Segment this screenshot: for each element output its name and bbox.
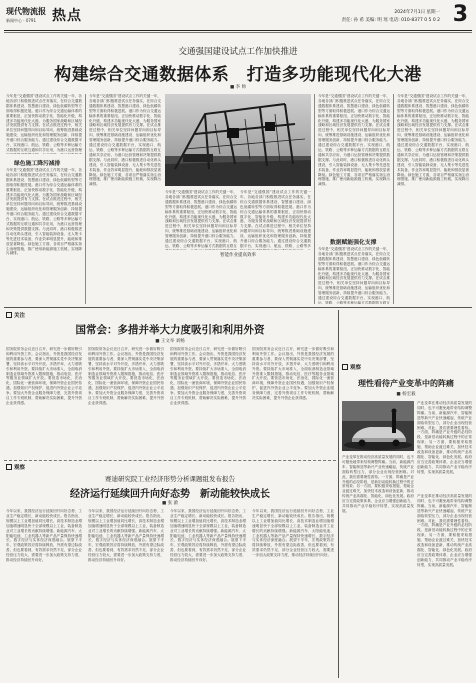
article3-title: 经济运行延续回升向好态势 新动能较快成长 [70,489,270,500]
date-line: 2024年7月1日 星期一 [394,10,440,15]
section-label-observe [6,463,25,471]
article3-col-4: 今年以来，我国经济运行延续回升向好态势，工业生产稳定增长，新动能较快成长。报告指出，规模以上工业增加值同比增长，高技术制造业增加值增速明显快于全部规模以上工业，装备制造业对工业增长的贡献持续增强。新能源汽车、太阳能电池、工业机器人等新产品产量保持快速增长，数字经济与实体经济深度融合。展望下半年，宏观政策效应将持续释放，外需有望边际改善，但也要看到，有效需求仍然不足，部分企业经营压力较大，需要进一步加大政策支持力度，推动经济持续回升向好。 [252,509,334,558]
article3-col-1: 今年以来，我国经济运行延续回升向好态势，工业生产稳定增长，新动能较快成长。报告指出，规模以上工业增加值同比增长，高技术制造业增加值增速明显快于全部规模以上工业，装备制造业对工业增长的贡献持续增强。新能源汽车、太阳能电池、工业机器人等新产品产量保持快速增长，数字经济与实体经济深度融合。展望下半年，宏观政策效应将持续释放，外需有望边际改善，但也要看到，有效需求仍然不足，部分企业经营压力较大，需要进一步加大政策支持力度，推动经济持续回升向好。 [6,509,82,563]
col-divider [85,94,86,304]
header-rule-thin [4,32,472,33]
port-crane-icon [165,94,311,186]
section-box-icon [6,464,12,470]
masthead-name: 现代物流报 [6,6,46,16]
article2-col-3: 国务院常务会议近日召开，研究进一步做好吸引和利用外资工作。会议指出，外资是我国经济发展的重要参与者，要深入贯彻落实党中央决策部署，坚持高水平对外开放，多措并举、大力度吸引和利用外资。要持续扩大市场准入，全面取消制造业领域外资准入限制措施，推动电信、医疗等服务业领域扩大开放。要营造市场化、法治化、国际化一流营商环境，保障外资企业国民待遇，加强知识产权保护，促进内外资企业公平竞争。要加大外资企业服务保障力度，完善外资项目工作专班机制，帮助解决实际困难，提升外资企业获得感。 [170,347,246,405]
section-label-text: 观察 [14,465,26,471]
editor-line: 责任: 孙 希 美编: 明 瑶 电话: 010-8377 0 5 0 2 [341,18,440,23]
lead-col-2: 今年是“交通强国”建设试点工作的关键一年，各地各部门积极推进试点任务落实，在综合交通数据体系建设、智慧港口建设、绿色低碳转型等方面取得积极进展。港口作为综合交通运输体系的重要枢纽，正加快推动数字化、智能化升级，构建多功能现代化大港，为服务国家战略和区域经济发展提供有力支撑。在试点推进过程中，相关单位坚持问题导向和目标导向，统筹推进基础设施建设、运输组织优化和管理服务创新，持续提升港口综合服务能力。通过建设综合交通数据平台，实现港口、航运、铁路、公路等多种运输方式数据的互联互通和共享应用，为港口运营管理和决策提供数据支撑。与此同时，港口积极推进自动化码头建设，引入智能装卸设备、无人集卡等先进技术装备，作业效率明显提升，能耗和排放显著降低。绿色施工方面，各项目严格落实扬尘治理措施，推广使用新能源施工机械，实现降污减排。 [89,94,161,187]
article4-byline: ■ 杨宏毅 [396,392,416,397]
masthead-sub: 新闻中心 · 0791 [6,18,36,23]
lead-subhead-data: 数据赋能强化支撑 [330,240,377,246]
article4-col-side: 产业变革在推动经济高质量发展的同时，也不可避免地带来结构调整阵痛。当前，新能源汽车、智能制造等新兴产业快速崛起，传统产业面临转型压力，部分企业出现经营困难。对此，我们需要理性看待。一方面，阵痛是产业升级的必经阶段，是新旧动能转换过程中的正常现象；另一方面，要积极采取措施，帮助企业渡过难关，加快技术改造和设备更新，推动传统产业高端化、智能化、绿色化发展。政府应当完善政策体系，企业应当增强创新能力，共同推动产业平稳有序转型，实现高质量发展。 [417,401,472,474]
lead-col-3b: 今年是“交通强国”建设试点工作的关键一年，各地各部门积极推进试点任务落实，在综合交通数据体系建设、智慧港口建设、绿色低碳转型等方面取得积极进展。港口作为综合交通运输体系的重要枢纽，正加快推动数字化、智能化升级，构建多功能现代化大港，为服务国家战略和区域经济发展提供有力支撑。在试点推进过程中，相关单位坚持问题导向和目标导向，统筹推进基础设施建设、运输组织优化和管理服务创新，持续提升港口综合服务能力。通过建设综合交通数据平台，实现港口、航运、铁路、公路等多 [240,190,311,248]
port-crane-photo [165,94,311,186]
section-label-focus [6,311,25,319]
col-divider [393,94,394,304]
article3-kicker: 赛迪研究院工业经济形势分析课题组发布报告 [105,475,235,483]
lead-subhead-green: 绿色施工降污减排 [14,161,61,167]
article4-title: 理性看待产业变革中的阵痛 [358,378,454,388]
article-divider [4,460,336,461]
lead-col-1a: 今年是“交通强国”建设试点工作的关键一年，各地各部门积极推进试点任务落实，在综合交通数据体系建设、智慧港口建设、绿色低碳转型等方面取得积极进展。港口作为综合交通运输体系的重要枢纽，正加快推动数字化、智能化升级，构建多功能现代化大港，为服务国家战略和区域经济发展提供有力支撑。在试点推进过程中，相关单位坚持问题导向和目标导向，统筹推进基础设施建设、运输组织优化和管理服务创新，持续提升港口综合服务能力。通过建设综合交通数据平台，实现港口、航运、铁路、公路等多种运输方式数据的互联互通和共享应用，为港口运营管理 [6,94,82,152]
article2-title: 国常会：多措并举大力度吸引和利用外资 [75,324,265,336]
article2-col-4: 国务院常务会议近日召开，研究进一步做好吸引和利用外资工作。会议指出，外资是我国经济发展的重要参与者，要深入贯彻落实党中央决策部署，坚持高水平对外开放，多措并举、大力度吸引和利用外资。要持续扩大市场准入，全面取消制造业领域外资准入限制措施，推动电信、医疗等服务业领域扩大开放。要营造市场化、法治化、国际化一流营商环境，保障外资企业国民待遇，加强知识产权保护，促进内外资企业公平竞争。要加大外资企业服务保障力度，完善外资项目工作专班机制，帮助解决实际困难，提升外资企业获得感。 [252,347,334,401]
header-rule [4,30,472,31]
section-label-text: 关注 [14,313,26,319]
lead-title: 构建综合交通数据体系 打造多功能现代化大港 [54,65,422,85]
article2-col-2: 国务院常务会议近日召开，研究进一步做好吸引和利用外资工作。会议指出，外资是我国经济发展的重要参与者，要深入贯彻落实党中央决策部署，坚持高水平对外开放，多措并举、大力度吸引和利用外资。要持续扩大市场准入，全面取消制造业领域外资准入限制措施，推动电信、医疗等服务业领域扩大开放。要营造市场化、法治化、国际化一流营商环境，保障外资企业国民待遇，加强知识产权保护，促进内外资企业公平竞争。要加大外资企业服务保障力度，完善外资项目工作专班机制，帮助解决实际困难，提升外资企业获得感。 [88,347,164,405]
article3-byline: ■ 张 澈 [161,501,179,506]
section-rule [4,307,472,308]
lead-col-5: 今年是“交通强国”建设试点工作的关键一年，各地各部门积极推进试点任务落实，在综合交通数据体系建设、智慧港口建设、绿色低碳转型等方面取得积极进展。港口作为综合交通运输体系的重要枢纽，正加快推动数字化、智能化升级，构建多功能现代化大港，为服务国家战略和区域经济发展提供有力支撑。在试点推进过程中，相关单位坚持问题导向和目标导向，统筹推进基础设施建设、运输组织优化和管理服务创新，持续提升港口综合服务能力。通过建设综合交通数据平台，实现港口、航运、铁路、公路等多种运输方式数据的互联互通和共享应用，为港口运营管理和决策提供数据支撑。与此同时，港口积极推进自动化码头建设，引入智能装卸设备、无人集卡等先进技术装备，作业效率明显提升，能耗和排放显著降低。绿色施工方面，各项目严格落实扬尘治理措施，推广使用新能源施工机械，实现降污减排。 [397,94,469,187]
right-column-divider [338,310,339,678]
article3-col-3: 今年以来，我国经济运行延续回升向好态势，工业生产稳定增长，新动能较快成长。报告指出，规模以上工业增加值同比增长，高技术制造业增加值增速明显快于全部规模以上工业，装备制造业对工业增长的贡献持续增强。新能源汽车、太阳能电池、工业机器人等新产品产量保持快速增长，数字经济与实体经济深度融合。展望下半年，宏观政策效应将持续释放，外需有望边际改善，但也要看到，有效需求仍然不足，部分企业经营压力较大，需要进一步加大政策支持力度，推动经济持续回升向好。 [170,509,246,563]
section-label-observe-right [342,363,361,371]
lead-kicker: 交通强国建设试点工作加快推进 [178,47,298,57]
lead-byline: ■ 李 帅 [229,85,247,90]
page-number: 3 [452,2,468,27]
lead-col-1b: 今年是“交通强国”建设试点工作的关键一年，各地各部门积极推进试点任务落实，在综合交通数据体系建设、智慧港口建设、绿色低碳转型等方面取得积极进展。港口作为综合交通运输体系的重要枢纽，正加快推动数字化、智能化升级，构建多功能现代化大港，为服务国家战略和区域经济发展提供有力支撑。在试点推进过程中，相关单位坚持问题导向和目标导向，统筹推进基础设施建设、运输组织优化和管理服务创新，持续提升港口综合服务能力。通过建设综合交通数据平台，实现港口、航运、铁路、公路等多种运输方式数据的互联互通和共享应用，为港口运营管理和决策提供数据支撑。与此同时，港口积极推进自动化码头建设，引入智能装卸设备、无人集卡等先进技术装备，作业效率明显提升，能耗和排放显著降低。绿色施工方面，各项目严格落实扬尘治理措施，推广使用新能源施工机械，实现降污减排。 [6,168,82,256]
article4-col-2: 产业变革在推动经济高质量发展的同时，也不可避免地带来结构调整阵痛。当前，新能源汽车、智能制造等新兴产业快速崛起，传统产业面临转型压力，部分企业出现经营困难。对此，我们需要理性看待。一方面，阵痛是产业升级的必经阶段，是新旧动能转换过程中的正常现象；另一方面，要积极采取措施，帮助企业渡过难关，加快技术改造和设备更新，推动传统产业高端化、智能化、绿色化发展。政府应当完善政策体系，企业应当增强创新能力，共同推动产业平稳有序转型，实现高质量发展。 [417,494,472,567]
article2-col-1: 国务院常务会议近日召开，研究进一步做好吸引和利用外资工作。会议指出，外资是我国经济发展的重要参与者，要深入贯彻落实党中央决策部署，坚持高水平对外开放，多措并举、大力度吸引和利用外资。要持续扩大市场准入，全面取消制造业领域外资准入限制措施，推动电信、医疗等服务业领域扩大开放。要营造市场化、法治化、国际化一流营商环境，保障外资企业国民待遇，加强知识产权保护，促进内外资企业公平竞争。要加大外资企业服务保障力度，完善外资项目工作专班机制，帮助解决实际困难，提升外资企业获得感。 [6,347,82,405]
section-box-icon [342,364,348,370]
lead-col-4a: 今年是“交通强国”建设试点工作的关键一年，各地各部门积极推进试点任务落实，在综合交通数据体系建设、智慧港口建设、绿色低碳转型等方面取得积极进展。港口作为综合交通运输体系的重要枢纽，正加快推动数字化、智能化升级，构建多功能现代化大港，为服务国家战略和区域经济发展提供有力支撑。在试点推进过程中，相关单位坚持问题导向和目标导向，统筹推进基础设施建设、运输组织优化和管理服务创新，持续提升港口综合服务能力。通过建设综合交通数据平台，实现港口、航运、铁路、公路等多种运输方式数据的互联互通和共享应用，为港口运营管理和决策提供数据支撑。与此同时，港口积极推进自动化码头建设，引入智能装卸设备、无人集卡等先进技术装备，作业效率明显提升，能耗和排放显著降低。绿色施工方面，各项目严格落实扬尘治理措施，推广使用新能源施工机械，实现降污减排。 [318,94,390,187]
section-label-text: 观察 [350,365,362,371]
section-box-icon [6,312,12,318]
car-launch-icon [342,401,414,451]
photo-caption: 智能作业提高效率 [220,253,256,258]
lead-col-3a: 今年是“交通强国”建设试点工作的关键一年，各地各部门积极推进试点任务落实，在综合交通数据体系建设、智慧港口建设、绿色低碳转型等方面取得积极进展。港口作为综合交通运输体系的重要枢纽，正加快推动数字化、智能化升级，构建多功能现代化大港，为服务国家战略和区域经济发展提供有力支撑。在试点推进过程中，相关单位坚持问题导向和目标导向，统筹推进基础设施建设、运输组织优化和管理服务创新，持续提升港口综合服务能力。通过建设综合交通数据平台，实现港口、航运、铁路、公路等多种运输方式数据的互联互 [165,190,237,248]
article2-byline: ■ 王文举 刘畅 [155,339,185,344]
car-launch-photo [342,401,414,451]
lead-col-4b: 今年是“交通强国”建设试点工作的关键一年，各地各部门积极推进试点任务落实，在综合交通数据体系建设、智慧港口建设、绿色低碳转型等方面取得积极进展。港口作为综合交通运输体系的重要枢纽，正加快推动数字化、智能化升级，构建多功能现代化大港，为服务国家战略和区域经济发展提供有力支撑。在试点推进过程中，相关单位坚持问题导向和目标导向，统筹推进基础设施建设、运输组织优化和管理服务创新，持续提升港口综合服务能力。通过建设综合交通数据平台，实现港口、航运、铁路、公路等多种运输方式数据的互联互 [318,247,390,304]
col-divider [314,94,315,304]
section-tag: 热点 [52,8,82,24]
article3-col-2: 今年以来，我国经济运行延续回升向好态势，工业生产稳定增长，新动能较快成长。报告指出，规模以上工业增加值同比增长，高技术制造业增加值增速明显快于全部规模以上工业，装备制造业对工业增长的贡献持续增强。新能源汽车、太阳能电池、工业机器人等新产品产量保持快速增长，数字经济与实体经济深度融合。展望下半年，宏观政策效应将持续释放，外需有望边际改善，但也要看到，有效需求仍然不足，部分企业经营压力较大，需要进一步加大政策支持力度，推动经济持续回升向好。 [88,509,164,563]
article4-col-1: 产业变革在推动经济高质量发展的同时，也不可避免地带来结构调整阵痛。当前，新能源汽车、智能制造等新兴产业快速崛起，传统产业面临转型压力，部分企业出现经营困难。对此，我们需要理性看待。一方面，阵痛是产业升级的必经阶段，是新旧动能转换过程中的正常现象；另一方面，要积极采取措施，帮助企业渡过难关，加快技术改造和设备更新，推动传统产业高端化、智能化、绿色化发展。政府应当完善政策体系，企业应当增强创新能力，共同推动产业平稳有序转型，实现高质量发展。 [342,455,414,513]
